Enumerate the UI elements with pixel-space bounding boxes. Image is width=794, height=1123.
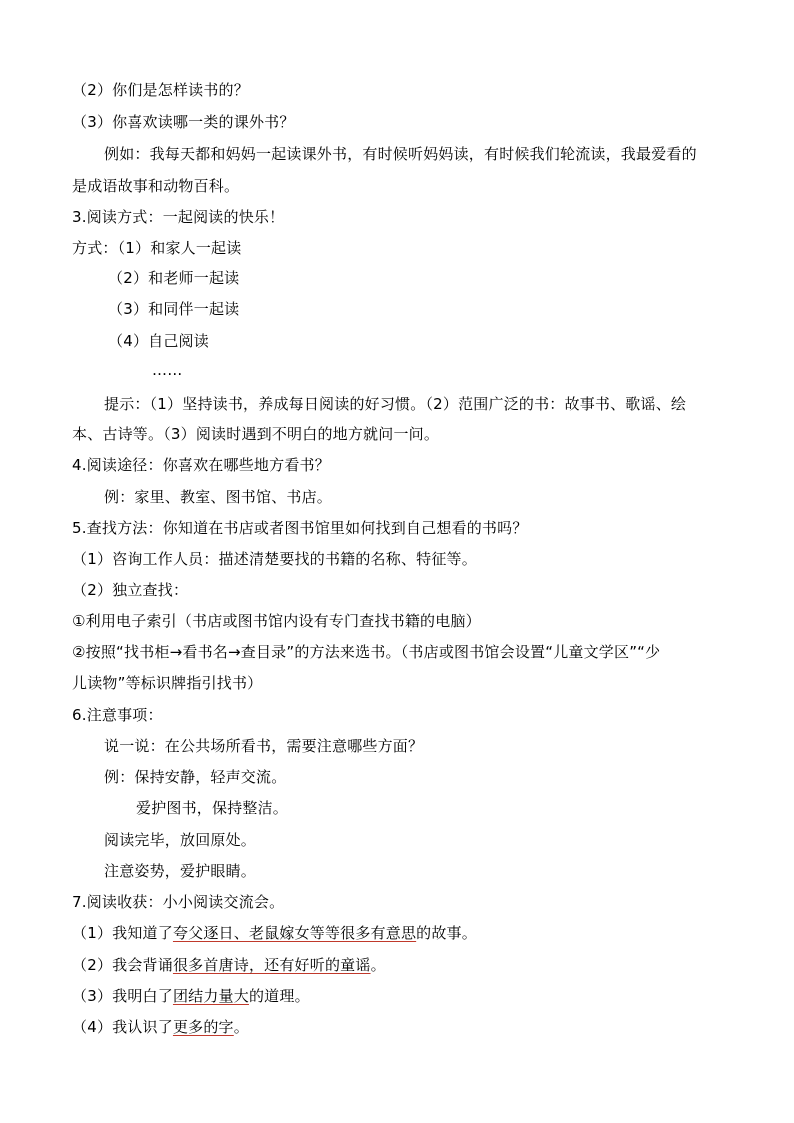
example-paragraph-line-1: 例如：我每天都和妈妈一起读课外书，有时候听妈妈读，有时候我们轮流读，我最爱看的 [104,145,697,163]
gain-item-1 [72,923,477,943]
gain-item-3 [72,986,310,1006]
tips-line-2: 本、古诗等。（3）阅读时遇到不明白的地方就问一问。 [72,425,440,443]
gain-prefix: （4）我认识了 [72,1018,173,1036]
section-7-heading: 7.阅读收获：小小阅读交流会。 [72,893,285,911]
section-4-example: 例：家里、教室、图书馆、书店。 [104,488,333,506]
section-4-heading: 4.阅读途径：你喜欢在哪些地方看书？ [72,456,330,474]
notes-example-3: 阅读完毕，放回原处。 [104,831,257,849]
find-method-2-sub-1: ①利用电子索引（书店或图书馆内设有专门查找书籍的电脑） [72,612,481,630]
find-method-1: （1）咨询工作人员：描述清楚要找的书籍的名称、特征等。 [72,550,477,568]
notes-example-2: 爱护图书，保持整洁。 [136,799,289,817]
method-item-4: （4）自己阅读 [108,332,209,350]
gain-suffix: 的故事。 [416,924,477,942]
tips-line-1: 提示：（1）坚持读书，养成每日阅读的好习惯。（2）范围广泛的书：故事书、歌谣、绘 [104,395,687,413]
example-paragraph-line-2: 是成语故事和动物百科。 [72,177,240,195]
section-6-heading: 6.注意事项： [72,706,163,724]
section-3-heading: 3.阅读方式：一起阅读的快乐！ [72,208,285,226]
gain-underlined-answer: 很多首唐诗，还有好听的童谣 [172,956,371,974]
gain-prefix: （3）我明白了 [72,987,173,1005]
gain-underlined-answer: 夸父逐日、老鼠嫁女等等很多有意思 [172,924,417,942]
gain-prefix: （2）我会背诵 [72,956,173,974]
gain-underlined-answer: 团结力量大 [172,987,249,1005]
find-method-2: （2）独立查找： [72,581,189,599]
gain-item-2 [72,955,386,975]
gain-suffix: 的道理。 [248,987,310,1005]
gain-item-4 [72,1017,249,1037]
method-item-1: 方式：（1）和家人一起读 [72,239,242,257]
method-item-3: （3）和同伴一起读 [108,300,240,318]
question-2: （2）你们是怎样读书的？ [72,81,249,99]
question-3: （3）你喜欢读哪一类的课外书？ [72,113,295,131]
section-5-heading: 5.查找方法：你知道在书店或者图书馆里如何找到自己想看的书吗？ [72,519,528,537]
notes-prompt: 说一说：在公共场所看书，需要注意哪些方面？ [104,737,424,755]
ellipsis: …… [152,361,183,379]
notes-example-4: 注意姿势，爱护眼睛。 [104,862,257,880]
find-method-2-sub-2-line-1: ②按照“找书柜→看书名→查目录”的方法来选书。（书店或图书馆会设置“儿童文学区”“少 [72,643,661,661]
gain-suffix: 。 [233,1018,249,1036]
gain-suffix: 。 [370,956,386,974]
gain-underlined-answer: 更多的字 [172,1018,234,1036]
method-item-2: （2）和老师一起读 [108,269,240,287]
gain-prefix: （1）我知道了 [72,924,173,942]
notes-example-1: 例：保持安静，轻声交流。 [104,768,287,786]
find-method-2-sub-2-line-2: 儿读物”等标识牌指引找书） [72,674,263,692]
